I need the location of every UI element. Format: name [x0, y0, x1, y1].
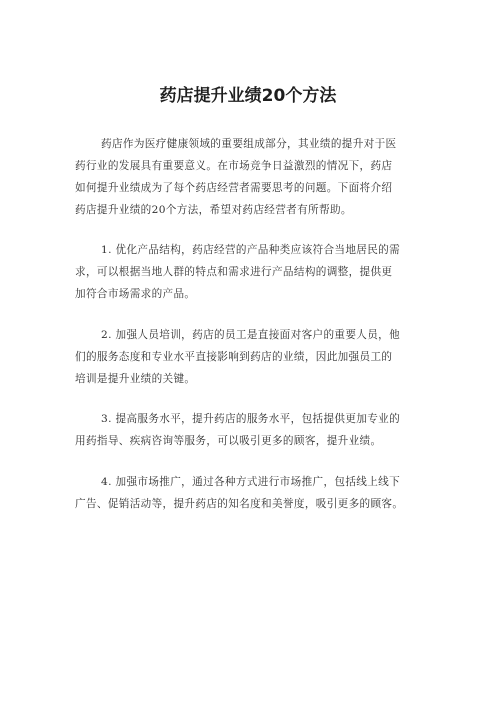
paragraph-line: 求，可以根据当地人群的特点和需求进行产品结构的调整，提供更 — [75, 266, 393, 278]
paragraph-line: 4. 加强市场推广，通过各种方式进行市场推广，包括线上线下 — [101, 476, 401, 488]
document-title: 药店提升业绩20个方法 — [159, 86, 337, 106]
paragraph-line: 药店作为医疗健康领域的重要组成部分，其业绩的提升对于医 — [101, 138, 397, 150]
paragraph-line: 们的服务态度和专业水平直接影响到药店的业绩，因此加强员工的 — [75, 351, 393, 363]
paragraph-line: 广告、促销活动等，提升药店的知名度和美誉度，吸引更多的顾客。 — [75, 498, 404, 510]
paragraph-line: 2. 加强人员培训，药店的员工是直接面对客户的重要人员，他 — [101, 329, 401, 341]
paragraph-line: 如何提升业绩成为了每个药店经营者需要思考的问题。下面将介绍 — [75, 182, 393, 194]
paragraph-line: 3. 提高服务水平，提升药店的服务水平，包括提供更加专业的 — [101, 413, 401, 425]
paragraph-line: 用药指导、疾病咨询等服务，可以吸引更多的顾客，提升业绩。 — [75, 435, 382, 447]
paragraph-line: 加符合市场需求的产品。 — [75, 288, 196, 300]
paragraph-line: 培训是提升业绩的关键。 — [75, 373, 196, 385]
paragraph-line: 药行业的发展具有重要意义。在市场竞争日益激烈的情况下，药店 — [75, 160, 393, 172]
paragraph-line: 药店提升业绩的20个方法，希望对药店经营者有所帮助。 — [75, 204, 352, 216]
paragraph-line: 1. 优化产品结构，药店经营的产品种类应该符合当地居民的需 — [101, 244, 401, 256]
